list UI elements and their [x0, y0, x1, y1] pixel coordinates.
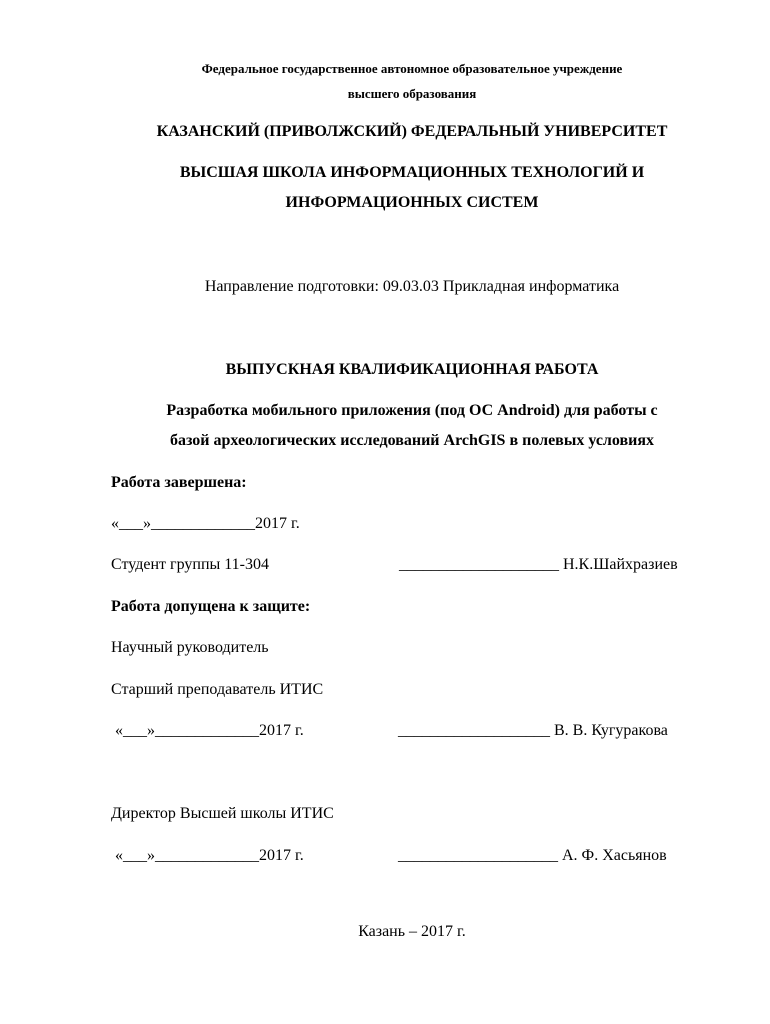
city-year-footer: Казань – 2017 г. — [358, 923, 466, 940]
student-label: Студент группы 11-304 — [111, 556, 269, 573]
study-direction: Направление подготовки: 09.03.03 Прикладная информатика — [204, 278, 620, 295]
work-type-title: ВЫПУСКНАЯ КВАЛИФИКАЦИОННАЯ РАБОТА — [225, 361, 599, 378]
completed-label: Работа завершена: — [111, 474, 247, 491]
director-label: Директор Высшей школы ИТИС — [111, 805, 334, 822]
director-signature: ____________________ А. Ф. Хасьянов — [398, 847, 667, 864]
school-name-line-1: ВЫСШАЯ ШКОЛА ИНФОРМАЦИОННЫХ ТЕХНОЛОГИЙ И — [179, 164, 645, 181]
supervisor-position: Старший преподаватель ИТИС — [111, 681, 324, 698]
student-signature: ____________________ Н.К.Шайхразиев — [399, 556, 678, 573]
completed-date: «___»_____________2017 г. — [111, 515, 300, 532]
admitted-label: Работа допущена к защите: — [111, 598, 311, 615]
topic-line-2: базой археологических исследований ArchGIS в полевых условиях — [169, 432, 655, 449]
topic-line-1: Разработка мобильного приложения (под ОС Android) для работы с — [166, 402, 658, 419]
university-name: КАЗАНСКИЙ (ПРИВОЛЖСКИЙ) ФЕДЕРАЛЬНЫЙ УНИВЕРСИТЕТ — [156, 123, 668, 140]
header-line-2: высшего образования — [347, 86, 477, 101]
header-line-1: Федеральное государственное автономное образовательное учреждение — [201, 61, 623, 76]
supervisor-signature: ___________________ В. В. Кугуракова — [398, 722, 668, 739]
supervisor-label: Научный руководитель — [111, 639, 269, 656]
director-date: «___»_____________2017 г. — [115, 847, 304, 864]
supervisor-date: «___»_____________2017 г. — [115, 722, 304, 739]
school-name-line-2: ИНФОРМАЦИОННЫХ СИСТЕМ — [285, 194, 539, 211]
